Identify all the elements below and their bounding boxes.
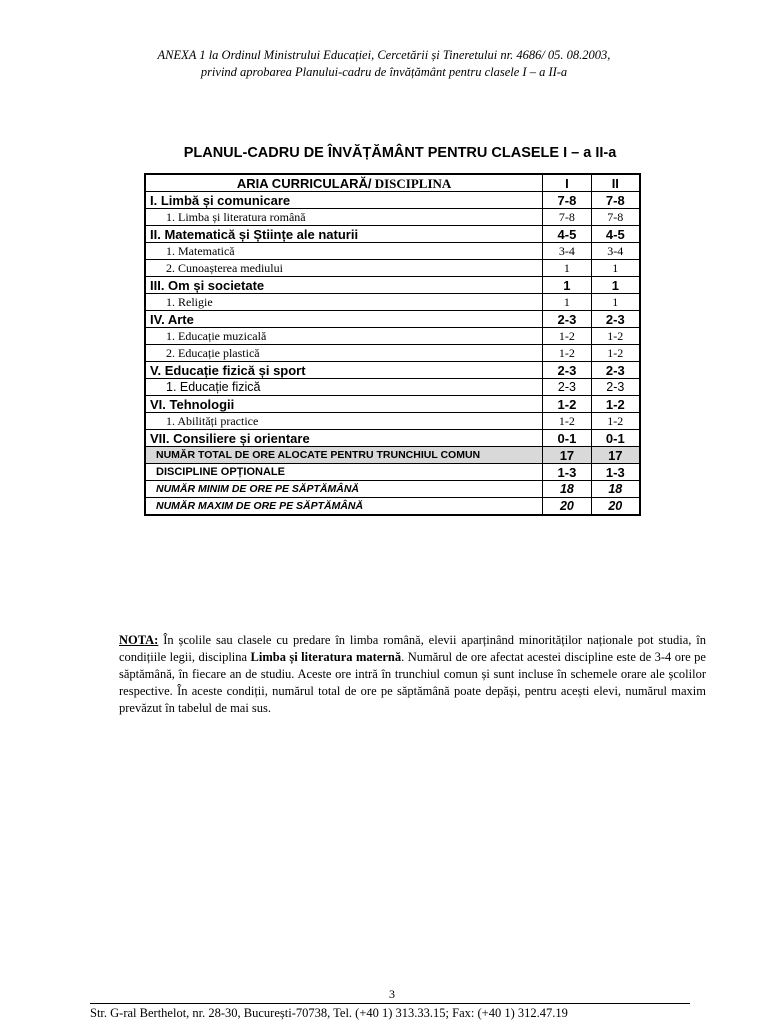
row-label: 2. Educație plastică: [145, 345, 543, 362]
row-label: V. Educație fizică și sport: [145, 362, 543, 379]
row-label: VI. Tehnologii: [145, 396, 543, 413]
header-line-2: privind aprobarea Planului-cadru de învățământ pentru clasele I – a II-a: [200, 65, 568, 79]
discipline-row: [145, 260, 640, 277]
page-number: 3: [389, 987, 395, 1001]
row-label: 1. Matematică: [145, 243, 543, 260]
min-hours-col-2: 18: [591, 481, 640, 498]
area-row: [145, 277, 640, 294]
area-row: [145, 396, 640, 413]
row-col-1: 7-8: [543, 209, 591, 226]
row-label: I. Limbă și comunicare: [145, 192, 543, 209]
row-col-1: 3-4: [543, 243, 591, 260]
area-row: [145, 430, 640, 447]
row-label: 1. Religie: [145, 294, 543, 311]
total-label: NUMĂR TOTAL DE ORE ALOCATE PENTRU TRUNCHIUL COMUN: [145, 447, 543, 464]
row-col-1: 2-3: [543, 379, 591, 396]
page-title: PLANUL-CADRU DE ÎNVĂȚĂMÂNT PENTRU CLASELE I – a II-a: [183, 145, 617, 161]
row-col-1: 2-3: [543, 311, 591, 328]
note-label: NOTA:: [119, 633, 159, 647]
row-col-2: 4-5: [591, 226, 640, 243]
row-col-2: 2-3: [591, 311, 640, 328]
row-label: III. Om și societate: [145, 277, 543, 294]
discipline-row: [145, 243, 640, 260]
row-label: VII. Consiliere și orientare: [145, 430, 543, 447]
discipline-row: [145, 345, 640, 362]
min-hours-col-1: 18: [543, 481, 591, 498]
total-col-1: 17: [543, 447, 591, 464]
min-hours-label: NUMĂR MINIM DE ORE PE SĂPTĂMÂNĂ: [145, 481, 543, 498]
row-col-1: 1-2: [543, 396, 591, 413]
header-discipline-label: DISCIPLINA: [371, 175, 452, 191]
row-col-1: 1: [543, 260, 591, 277]
optional-label: DISCIPLINE OPȚIONALE: [145, 464, 543, 481]
row-col-1: 4-5: [543, 226, 591, 243]
header-area-label: ARIA CURRICULARĂ/: [236, 175, 372, 191]
row-label: 1. Educație muzicală: [145, 328, 543, 345]
header-area-cell: [145, 174, 543, 192]
row-col-1: 0-1: [543, 430, 591, 447]
header-line-1: ANEXA 1 la Ordinul Ministrului Educației, Cercetării și Tineretului nr. 4686/ 05. 08.2003,: [157, 48, 611, 62]
document-header: [0, 47, 768, 81]
optional-col-2: 1-3: [591, 464, 640, 481]
row-col-2: 1-2: [591, 396, 640, 413]
row-col-2: 0-1: [591, 430, 640, 447]
max-hours-row: [145, 498, 640, 516]
curriculum-table: [144, 173, 641, 516]
row-col-2: 1: [591, 294, 640, 311]
row-label: 1. Abilități practice: [145, 413, 543, 430]
discipline-row: [145, 328, 640, 345]
row-col-1: 1: [543, 294, 591, 311]
row-col-2: 3-4: [591, 243, 640, 260]
row-col-2: 1-2: [591, 345, 640, 362]
row-col-2: 1: [591, 260, 640, 277]
discipline-row: [145, 209, 640, 226]
note-paragraph: [119, 632, 706, 717]
max-hours-col-1: 20: [543, 498, 591, 516]
row-label: 2. Cunoașterea mediului: [145, 260, 543, 277]
area-row: [145, 362, 640, 379]
area-row: [145, 311, 640, 328]
footer-address: Str. G-ral Berthelot, nr. 28-30, București-70738, Tel. (+40 1) 313.33.15; Fax: (+40 1) 312.47.19: [90, 1006, 568, 1020]
note-text-2: . Numărul de ore afectat acestei discipline este de 3-4 ore pe săptămână, în fiecare an de studiu. Aceste ore intră în trunchiul comun și sunt incluse în schemele orare ale școlilor respective. În aceste condiții, numărul total de ore pe săptămână poate depăși, pentru acești elevi, numărul maxim prevăzut în tabelul de mai sus.: [119, 650, 706, 715]
optional-col-1: 1-3: [543, 464, 591, 481]
row-col-2: 2-3: [591, 379, 640, 396]
optional-row: [145, 464, 640, 481]
table-header-row: [145, 174, 640, 192]
row-label: 1. Educație fizică: [145, 379, 543, 396]
total-col-2: 17: [591, 447, 640, 464]
row-label: 1. Limba și literatura română: [145, 209, 543, 226]
row-col-2: 2-3: [591, 362, 640, 379]
discipline-row: [145, 379, 640, 396]
row-col-2: 1-2: [591, 328, 640, 345]
row-col-2: 1-2: [591, 413, 640, 430]
max-hours-label: NUMĂR MAXIM DE ORE PE SĂPTĂMÂNĂ: [145, 498, 543, 516]
row-label: IV. Arte: [145, 311, 543, 328]
note-bold-text: Limba și literatura maternă: [250, 650, 402, 664]
area-row: [145, 226, 640, 243]
row-col-2: 7-8: [591, 192, 640, 209]
min-hours-row: [145, 481, 640, 498]
header-col-1: I: [543, 174, 591, 192]
total-row: [145, 447, 640, 464]
footer-divider: [90, 1003, 690, 1004]
row-col-1: 2-3: [543, 362, 591, 379]
row-col-1: 7-8: [543, 192, 591, 209]
row-col-1: 1: [543, 277, 591, 294]
row-col-1: 1-2: [543, 345, 591, 362]
row-col-2: 7-8: [591, 209, 640, 226]
row-col-1: 1-2: [543, 328, 591, 345]
row-label: II. Matematică și Științe ale naturii: [145, 226, 543, 243]
header-col-2: II: [591, 174, 640, 192]
area-row: [145, 192, 640, 209]
row-col-1: 1-2: [543, 413, 591, 430]
discipline-row: [145, 413, 640, 430]
note-text-1: În școlile sau clasele cu predare în limba română, elevii aparținând minorităților naționale pot studia, în condițiile legii, disciplina: [119, 633, 706, 664]
max-hours-col-2: 20: [591, 498, 640, 516]
discipline-row: [145, 294, 640, 311]
row-col-2: 1: [591, 277, 640, 294]
